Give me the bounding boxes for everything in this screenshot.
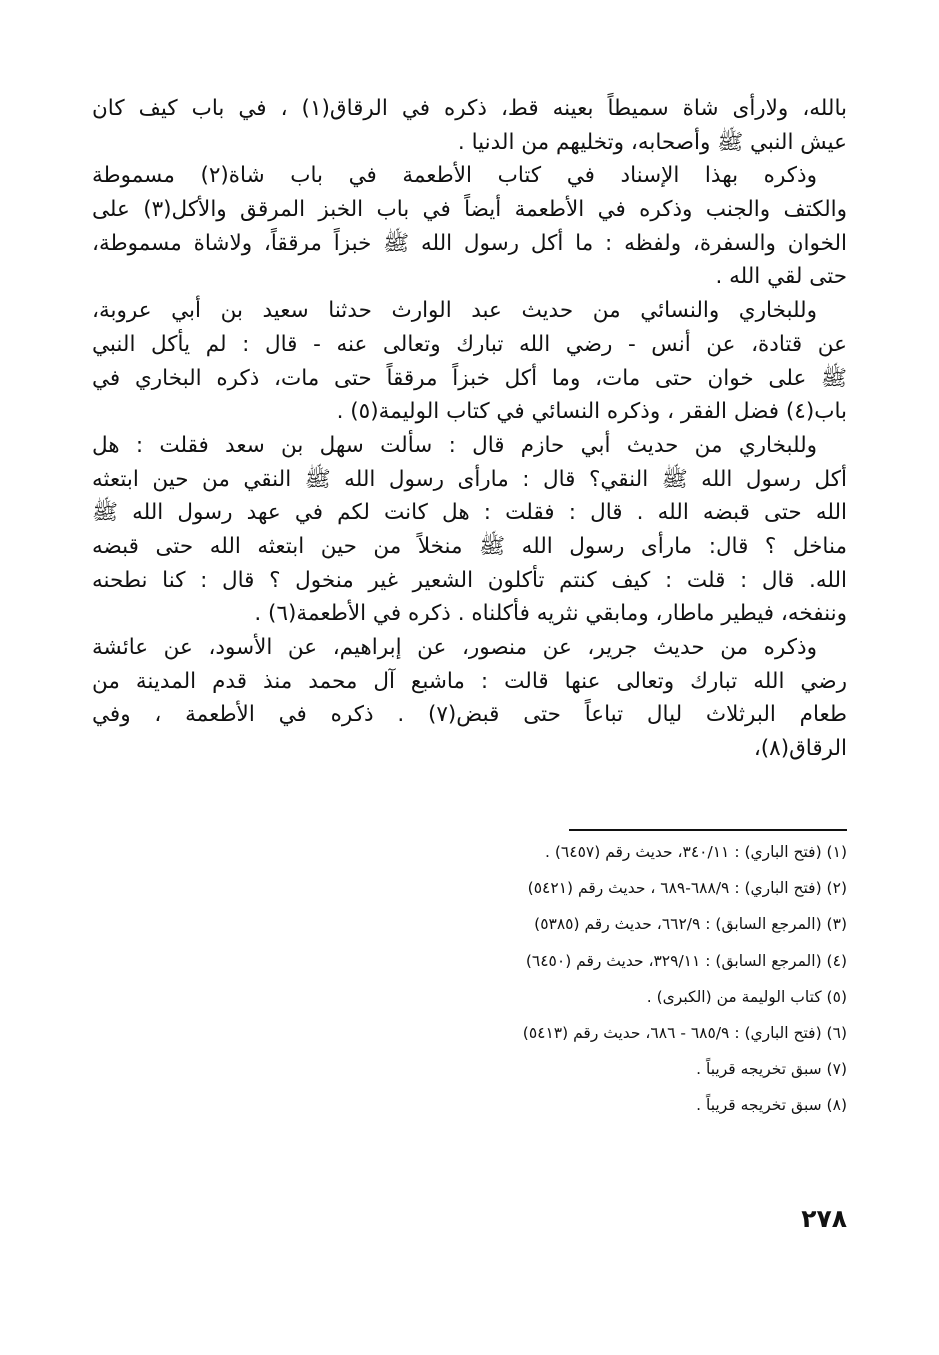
footnote: (٧) سبق تخريجه قريباً . [696,1060,847,1079]
text-line: ﷺ على خوان حتى مات، وما أكل خبزاً مرققاً حتى مات، ذكره البخاري في [92,365,847,391]
text-line: الرقاق(٨)، [753,736,847,762]
footnote: (٦) (فتح الباري) : ٦٨٥/٩ - ٦٨٦، حديث رقم (٥٤١٣) [522,1023,847,1042]
footnote: (٣) (المرجع السابق) : ٦٦٢/٩، حديث رقم (٥٣٨٥) [534,915,847,934]
text-line: أكل رسول الله ﷺ النقي؟ قال : مارأى رسول الله ﷺ النقي من حين ابتعثه [92,466,847,492]
text-line: حتى لقي الله . [715,264,847,290]
footnote: (٥) كتاب الوليمة من (الكبرى) . [646,987,847,1006]
text-line: الله. قال : قلت : كيف كنتم تأكلون الشعير غير منخول ؟ قال : كنا نطحنه [92,567,847,593]
text-line: بالله، ولارأى شاة سميطاً بعينه قط، ذكره في الرقاق(١) ، في باب كيف كان [92,96,847,121]
text-line: والكتف والجنب وذكره في الأطعمة أيضاً في باب الخبز المرقق والأكل(٣) على [92,197,847,223]
text-line: الخوان والسفرة، ولفظه : ما أكل رسول الله ﷺ خبزاً مرققاً، ولاشاة مسموطة، [92,230,847,256]
text-line: وذكره من حديث جرير، عن منصور، عن إبراهيم، عن الأسود، عن عائشة [92,635,817,660]
text-line: طعام البرثلاث ليال تباعاً حتى قبض(٧) . ذكره في الأطعمة ، وفي [92,702,847,728]
main-text [92,92,847,766]
footnote: (١) (فتح الباري) : ٣٤٠/١١، حديث رقم (٦٤٥٧) . [545,843,847,861]
text-line: وذكره بهذا الإسناد في كتاب الأطعمة في باب شاة(٢) مسموطة [92,163,817,189]
text-line: عن قتادة، عن أنس - رضي الله تبارك وتعالى عنه - قال : لم يأكل النبي [92,331,847,357]
text-line: وننفخه، فيطير ماطار، ومابقي نثريه فأكلناه . ذكره في الأطعمة(٦) . [254,601,847,627]
footnote: (٢) (فتح الباري) : ٦٨٨/٩-٦٨٩ ، حديث رقم (٥٤٢١) [527,879,847,898]
text-line: رضي الله تبارك وتعالى عنها قالت : ماشبع آل محمد منذ قدم المدينة من [92,668,847,694]
footnotes [420,842,847,1132]
text-line: عيش النبي ﷺ وأصحابه، وتخليهم من الدنيا . [457,129,847,155]
footnote-separator [569,829,847,831]
text-line: باب(٤) فضل الفقر ، وذكره النسائي في كتاب الوليمة(٥) . [336,399,847,425]
text-line: وللبخاري من حديث أبي حازم قال : سألت سهل بن سعد فقلت : هل [92,432,817,458]
footnote: (٨) سبق تخريجه قريباً . [696,1096,847,1115]
footnote: (٤) (المرجع السابق) : ٣٢٩/١١، حديث رقم (٦٤٥٠) [525,951,847,970]
page-number: ٢٧٨ [801,1204,847,1233]
text-line: مناخل ؟ قال: مارأى رسول الله ﷺ منخلاً من حين ابتعثه الله حتى قبضه [92,533,847,559]
text-line: وللبخاري والنسائي من حديث عبد الوارث حدثنا سعيد بن أبي عروبة، [92,298,817,324]
text-line: الله حتى قبضه الله . قال : فقلت : هل كانت لكم في عهد رسول الله ﷺ [92,500,847,526]
